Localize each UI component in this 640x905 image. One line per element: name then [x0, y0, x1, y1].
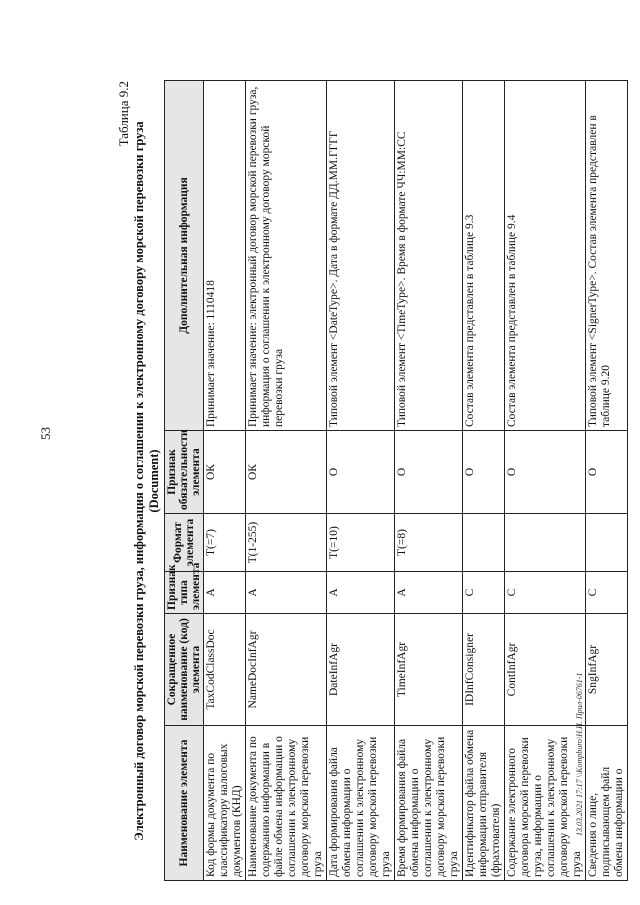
table-title — [132, 81, 162, 881]
cell-name: Код формы документа по классификатору налоговых документов (КНД) — [204, 726, 246, 881]
header-required: Признак обязательности элемента — [165, 431, 204, 514]
table-number: Таблица 9.2 — [116, 81, 131, 147]
cell-format — [586, 514, 628, 572]
cell-required: О — [586, 431, 628, 514]
cell-format — [505, 514, 586, 572]
cell-format: Т(=8) — [395, 514, 463, 572]
cell-name: Сведения о лице, подписывающем файл обмена информации о — [586, 726, 628, 881]
table-row — [586, 81, 628, 881]
cell-name: Время формирования файла обмена информации о соглашении к электронному договору морской перевозки груза — [395, 726, 463, 881]
cell-name: Дата формирования файла обмена информации о соглашении к электронному договору морской перевозки груза — [327, 726, 395, 881]
table-row — [463, 81, 505, 881]
cell-type: А — [327, 572, 395, 614]
cell-code: DateInfAgr — [327, 614, 395, 726]
header-type-sign: Признак типа элемента — [165, 572, 204, 614]
cell-type: А — [204, 572, 246, 614]
cell-info: Типовой элемент <TimeType>. Время в формате ЧЧ:ММ:СС — [395, 81, 463, 431]
table-header-row — [165, 81, 204, 881]
header-info: Дополнительная информация — [165, 81, 204, 431]
cell-format: Т(1-255) — [246, 514, 327, 572]
cell-required: О — [395, 431, 463, 514]
cell-format: Т(=7) — [204, 514, 246, 572]
cell-type: А — [395, 572, 463, 614]
cell-info: Состав элемента представлен в таблице 9.4 — [505, 81, 586, 431]
cell-required: О — [327, 431, 395, 514]
cell-name: Содержание электронного договора морской перевозки груза, информации о соглашении к электронному договору морской перевозки груза — [505, 726, 586, 881]
cell-required: ОК — [246, 431, 327, 514]
cell-code: IDInfConsigner — [463, 614, 505, 726]
title-line-2: (Document) — [147, 449, 161, 513]
cell-code: NameDocInfAgr — [246, 614, 327, 726]
rotated-content — [116, 81, 628, 881]
elements-table — [164, 80, 628, 881]
cell-required: О — [463, 431, 505, 514]
cell-name: Идентификатор файла обмена информации отправителя (фрахтователя) — [463, 726, 505, 881]
title-line-1: Электронный договор морской перевозки груза, информация о соглашении к электронному договору морской перевозки груза — [132, 121, 146, 841]
cell-name: Наименование документа по содержанию информации в файле обмена информации о соглашении к электронному договору морской перевозки груза — [246, 726, 327, 881]
cell-code: TimeInfAgr — [395, 614, 463, 726]
cell-type: А — [246, 572, 327, 614]
cell-format — [463, 514, 505, 572]
table-row — [204, 81, 246, 881]
table-row — [327, 81, 395, 881]
document-stamp: 13.03.2021 17:17 \\Kompburo\Н.И. Прил-06761-1 — [575, 672, 584, 836]
table-row — [395, 81, 463, 881]
table-row — [505, 81, 586, 881]
cell-info: Состав элемента представлен в таблице 9.3 — [463, 81, 505, 431]
cell-code: ContInfAgr — [505, 614, 586, 726]
header-format: Формат элемента — [165, 514, 204, 572]
table-row — [246, 81, 327, 881]
cell-type: С — [505, 572, 586, 614]
cell-info: Типовой элемент <DateType>. Дата в формате ДД.ММ.ГГГГ — [327, 81, 395, 431]
cell-format: Т(=10) — [327, 514, 395, 572]
cell-required: О — [505, 431, 586, 514]
cell-code: TaxCodClassDoc — [204, 614, 246, 726]
page-number: 53 — [38, 427, 53, 440]
header-code: Сокращенное наименование (код) элемента — [165, 614, 204, 726]
header-name: Наименование элемента — [165, 726, 204, 881]
cell-info: Принимает значение: 1110418 — [204, 81, 246, 431]
cell-type: С — [586, 572, 628, 614]
cell-info: Принимает значение: электронный договор морской перевозки груза, информация о соглашении к электронному договору морской перевозки груза — [246, 81, 327, 431]
cell-required: ОК — [204, 431, 246, 514]
cell-type: С — [463, 572, 505, 614]
cell-code: SngInfAgr — [586, 614, 628, 726]
cell-info: Типовой элемент <SignerType>. Состав элемента представлен в таблице 9.20 — [586, 81, 628, 431]
